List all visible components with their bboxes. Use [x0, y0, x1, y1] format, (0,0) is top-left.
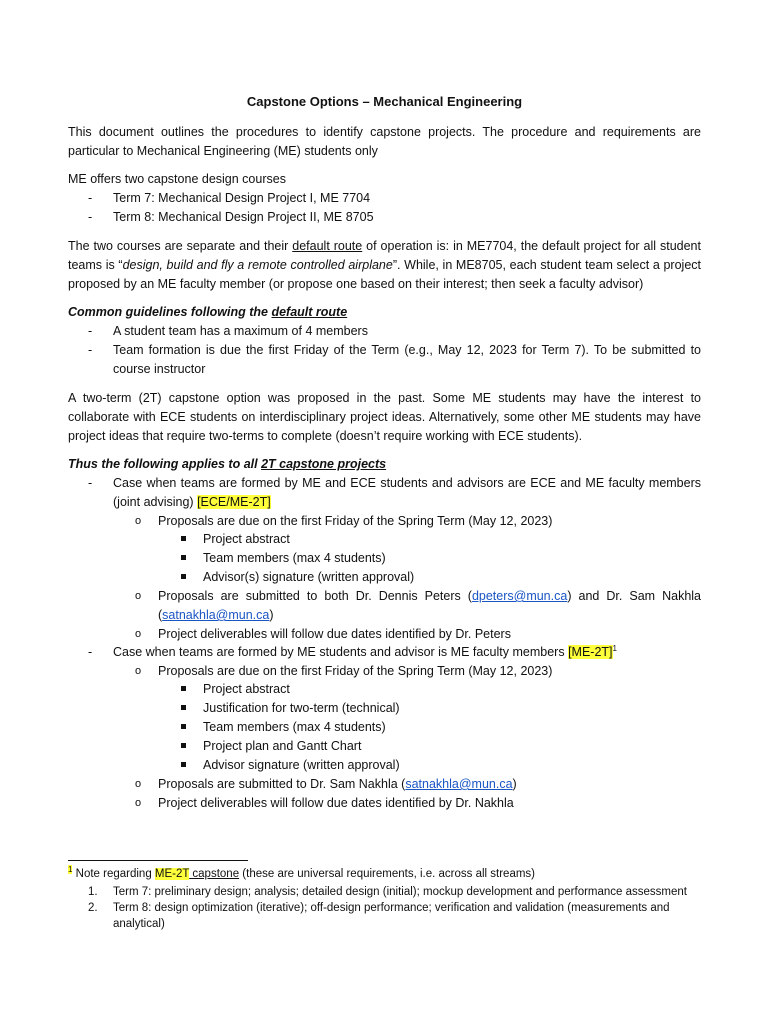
- routes-text: The two courses are separate and their: [68, 239, 293, 253]
- footnote-item-number: 1.: [88, 886, 98, 898]
- course-item: Term 7: Mechanical Design Project I, ME 7704: [113, 191, 371, 205]
- submitted-text: ): [512, 777, 517, 791]
- routes-paragraph: [68, 237, 701, 294]
- heading-text: Thus the following applies to all: [68, 457, 262, 471]
- case-text: Case when teams are formed by ME students and advisor is ME faculty members: [113, 645, 569, 659]
- deliverables: Project deliverables will follow due dates identified by Dr. Nakhla: [158, 796, 514, 810]
- square-bullet: [181, 574, 186, 579]
- footnote-mark: 1: [68, 865, 73, 875]
- submitted-text: Proposals are submitted to Dr. Sam Nakhla (: [158, 777, 406, 791]
- guideline-item: Team formation is due the first Friday of the Term (e.g., May 12, 2023 for Term 7). To be submitted to course instructor: [113, 343, 701, 376]
- case-me: [113, 643, 701, 662]
- requirement-item: Project plan and Gantt Chart: [203, 739, 362, 753]
- document-title: Capstone Options – Mechanical Engineering: [246, 94, 523, 109]
- footnote-item-number: 2.: [88, 902, 98, 914]
- requirement-item: Team members (max 4 students): [203, 720, 386, 734]
- circle-bullet: o: [135, 665, 142, 677]
- requirement-item: Project abstract: [203, 532, 290, 546]
- heading-underlined: 2T capstone projects: [261, 457, 387, 471]
- square-bullet: [181, 536, 186, 541]
- two-term-paragraph: A two-term (2T) capstone option was proposed in the past. Some ME students may have the interest to collaborate with ECE students on interdisciplinary project ideas. Alternatively, some other ME students may have project ideas that require two-terms to complete (doesn’t require working with ECE students).: [68, 391, 701, 443]
- proposals-due: Proposals are due on the first Friday of the Spring Term (May 12, 2023): [158, 664, 553, 678]
- square-bullet: [181, 724, 186, 729]
- heading-text: Common guidelines following the: [68, 305, 272, 319]
- requirement-item: Advisor(s) signature (written approval): [203, 570, 415, 584]
- thus-heading: [68, 455, 386, 474]
- square-bullet: [181, 743, 186, 748]
- routes-text: of operation is: in ME7704, the default project for all student teams is “: [68, 239, 701, 272]
- footnote-tag-highlight: ME-2T: [154, 868, 190, 880]
- routes-text: ”. While, in ME8705, each student team select a project proposed by an ME faculty member (or propose one based on their interest; then seek a faculty advisor): [68, 258, 701, 291]
- dash-bullet: -: [88, 191, 93, 205]
- footnote-separator: [68, 860, 248, 861]
- square-bullet: [181, 705, 186, 710]
- case-tag-highlight: [ECE/ME-2T]: [197, 495, 271, 509]
- dash-bullet: -: [88, 210, 93, 224]
- square-bullet: [181, 686, 186, 691]
- email-link-nakhla[interactable]: satnakhla@mun.ca: [162, 608, 270, 622]
- submitted-text: ): [269, 608, 274, 622]
- requirement-item: Project abstract: [203, 682, 290, 696]
- circle-bullet: o: [135, 590, 142, 602]
- deliverables: Project deliverables will follow due dates identified by Dr. Peters: [158, 627, 511, 641]
- guideline-item: A student team has a maximum of 4 members: [113, 324, 368, 338]
- default-route-term: default route: [292, 239, 363, 253]
- case-text: Case when teams are formed by ME and ECE students and advisors are ECE and ME faculty members (joint advising): [113, 476, 701, 509]
- course-item: Term 8: Mechanical Design Project II, ME 8705: [113, 210, 374, 224]
- intro-paragraph: This document outlines the procedures to identify capstone projects. The procedure and requirements are particular to Mechanical Engineering (ME) students only: [68, 125, 701, 158]
- dash-bullet: -: [88, 343, 93, 357]
- footnote-text: (these are universal requirements, i.e. across all streams): [239, 868, 536, 880]
- default-project-italic: design, build and fly a remote controlled airplane: [122, 258, 393, 272]
- heading-underlined: default route: [271, 305, 348, 319]
- footnote-item: Term 8: design optimization (iterative); off-design performance; verification and validation (measurements and analytical): [113, 902, 670, 930]
- email-link-peters[interactable]: dpeters@mun.ca: [471, 589, 568, 603]
- dash-bullet: -: [88, 476, 93, 490]
- email-link-nakhla[interactable]: satnakhla@mun.ca: [405, 777, 513, 791]
- case-tag-highlight: [ME-2T]: [568, 645, 613, 659]
- requirement-item: Advisor signature (written approval): [203, 758, 400, 772]
- proposals-submitted: [158, 587, 701, 625]
- courses-lead: ME offers two capstone design courses: [68, 172, 286, 186]
- circle-bullet: o: [135, 797, 142, 809]
- submitted-text: Proposals are submitted to both Dr. Dennis Peters (: [158, 589, 472, 603]
- dash-bullet: -: [88, 645, 93, 659]
- circle-bullet: o: [135, 628, 142, 640]
- requirement-item: Team members (max 4 students): [203, 551, 386, 565]
- footnote-text: capstone: [189, 868, 240, 880]
- common-guidelines-heading: [68, 303, 347, 322]
- requirement-item: Justification for two-term (technical): [203, 701, 400, 715]
- footnote-ref[interactable]: 1: [612, 643, 617, 653]
- case-ece-me: [113, 474, 701, 512]
- footnote-text: Note regarding: [72, 868, 155, 880]
- submitted-text: ) and Dr. Sam Nakhla (: [158, 589, 701, 622]
- proposals-due: Proposals are due on the first Friday of the Spring Term (May 12, 2023): [158, 514, 553, 528]
- square-bullet: [181, 762, 186, 767]
- square-bullet: [181, 555, 186, 560]
- footnote-item: Term 7: preliminary design; analysis; detailed design (initial); mockup development and performance assessment: [113, 886, 688, 898]
- circle-bullet: o: [135, 515, 142, 527]
- dash-bullet: -: [88, 324, 93, 338]
- circle-bullet: o: [135, 778, 142, 790]
- footnote-heading: [68, 866, 535, 882]
- proposals-submitted: [158, 775, 701, 794]
